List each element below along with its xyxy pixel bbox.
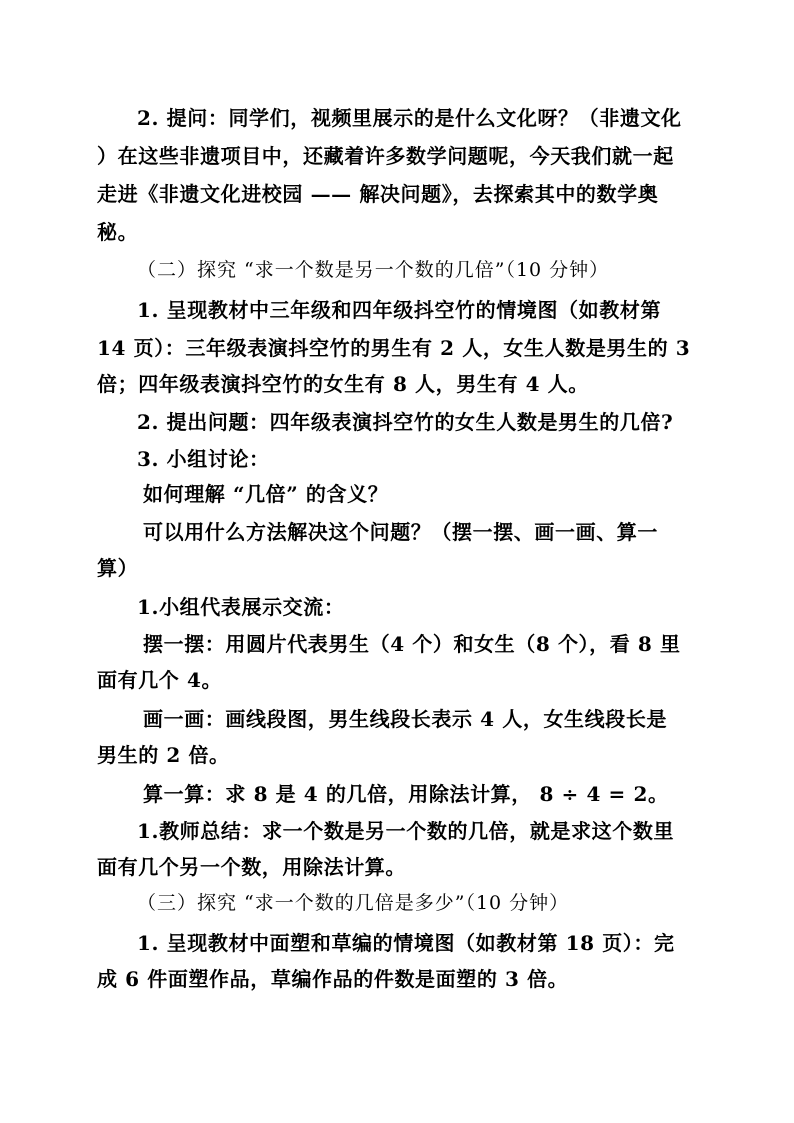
paragraph-line: 面有几个另一个数，用除法计算。 xyxy=(97,855,406,879)
paragraph-line: 秘。 xyxy=(97,220,139,244)
paragraph-line: 2. 提问：同学们，视频里展示的是什么文化呀？（非遗文化 xyxy=(137,106,682,130)
paragraph-line: 如何理解 “几倍” 的含义？ xyxy=(143,482,389,506)
paragraph-line: 1.教师总结：求一个数是另一个数的几倍，就是求这个数里 xyxy=(137,819,675,843)
paragraph-line: 面有几个 4。 xyxy=(97,668,223,692)
paragraph-line: 算一算：求 8 是 4 的几倍，用除法计算， 8 ÷ 4 = 2。 xyxy=(143,782,669,806)
section-heading: （二）探究 “求一个数是另一个数的几倍”（10 分钟） xyxy=(137,259,610,281)
paragraph-line: 男生的 2 倍。 xyxy=(97,743,230,767)
paragraph-line: 14 页）：三年级表演抖空竹的男生有 2 人，女生人数是男生的 3 xyxy=(97,336,691,360)
paragraph-line: 摆一摆：用圆片代表男生（4 个）和女生（8 个），看 8 里 xyxy=(143,632,681,656)
section-heading: （三）探究 “求一个数的几倍是多少”（10 分钟） xyxy=(137,892,570,914)
paragraph-line: 1.小组代表展示交流： xyxy=(137,595,345,619)
paragraph-line: 倍；四年级表演抖空竹的女生有 8 人，男生有 4 人。 xyxy=(97,372,589,396)
paragraph-line: 2. 提出问题：四年级表演抖空竹的女生人数是男生的几倍? xyxy=(137,410,674,434)
paragraph-line: 成 6 件面塑作品，草编作品的件数是面塑的 3 倍。 xyxy=(97,967,569,991)
paragraph-line: ）在这些非遗项目中，还藏着许多数学问题呢，今天我们就一起 xyxy=(97,144,674,168)
paragraph-line: 3. 小组讨论： xyxy=(137,447,270,471)
paragraph-line: 画一画：画线段图，男生线段长表示 4 人，女生线段长是 xyxy=(143,707,668,731)
paragraph-line: 1. 呈现教材中三年级和四年级抖空竹的情境图（如教材第 xyxy=(137,298,662,322)
paragraph-line: 算） xyxy=(97,556,139,580)
paragraph-line: 走进《非遗文化进校园 —— 解决问题》，去探索其中的数学奥 xyxy=(97,182,659,206)
paragraph-line: 可以用什么方法解决这个问题？（摆一摆、画一画、算一 xyxy=(143,520,658,544)
paragraph-line: 1. 呈现教材中面塑和草编的情境图（如教材第 18 页）：完 xyxy=(137,931,675,955)
